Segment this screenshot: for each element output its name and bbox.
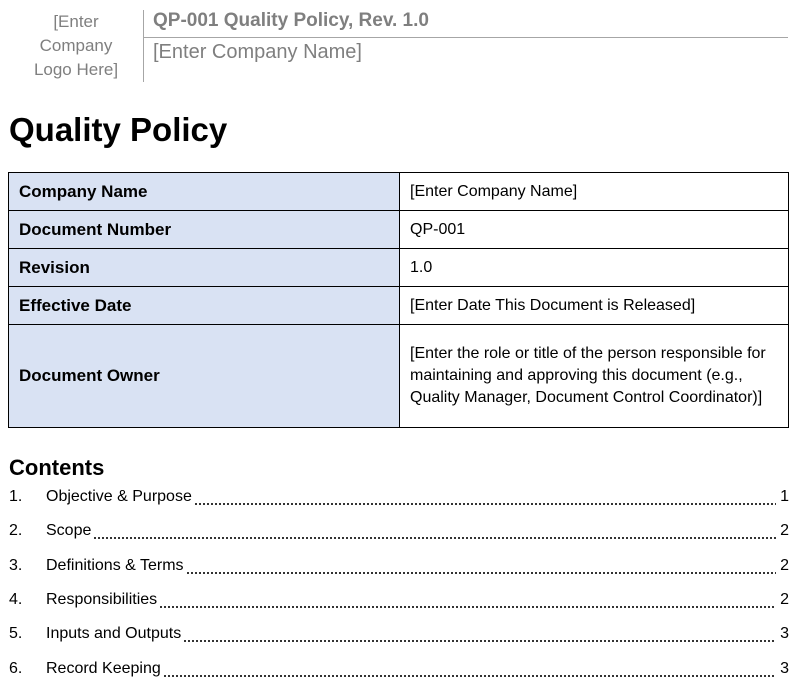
toc-item-scope[interactable] (9, 514, 789, 548)
document-owner-label: Document Owner (9, 325, 400, 428)
toc-item-responsibilities[interactable] (9, 583, 789, 617)
revision-value: 1.0 (400, 249, 789, 287)
table-row (9, 325, 789, 428)
toc-title[interactable]: Inputs and Outputs (46, 625, 182, 643)
logo-line-2: Company (39, 36, 113, 55)
revision-label: Revision (9, 249, 400, 287)
toc-title[interactable]: Definitions & Terms (46, 556, 184, 574)
toc-number: 6. (9, 659, 23, 677)
table-row (9, 249, 789, 287)
toc-number: 1. (9, 488, 23, 506)
toc-item-objective-purpose[interactable] (9, 480, 789, 514)
toc-dot-leader (186, 563, 777, 575)
toc-number: 4. (9, 591, 23, 609)
table-row (9, 287, 789, 325)
toc-page-number: 3 (780, 625, 789, 643)
toc-dot-leader (159, 597, 776, 609)
page-header (0, 8, 807, 84)
page-title: Quality Policy (9, 111, 228, 148)
effective-date-label: Effective Date (9, 287, 400, 325)
toc-number: 2. (9, 522, 23, 540)
document-number-value: QP-001 (400, 211, 789, 249)
document-owner-value: [Enter the role or title of the person responsible for maintaining and approving this document (e.g., Quality Manager, Document Control Coordinator)] (400, 325, 789, 428)
toc-item-definitions-terms[interactable] (9, 549, 789, 583)
header-document-id: QP-001 Quality Policy, Rev. 1.0 (153, 10, 429, 31)
table-row (9, 173, 789, 211)
toc-page-number: 3 (780, 659, 789, 677)
toc-title[interactable]: Record Keeping (46, 659, 161, 677)
logo-line-1: [Enter (53, 12, 99, 31)
toc-title[interactable]: Responsibilities (46, 591, 158, 609)
toc-page-number: 2 (780, 556, 789, 574)
logo-line-3: Logo Here] (33, 60, 119, 79)
toc-number: 5. (9, 625, 23, 643)
toc-title[interactable]: Scope (46, 522, 92, 540)
effective-date-value: [Enter Date This Document is Released] (400, 287, 789, 325)
header-horizontal-rule (144, 37, 788, 38)
toc-dot-leader (163, 666, 776, 678)
toc-title[interactable]: Objective & Purpose (46, 488, 192, 506)
table-of-contents (9, 480, 789, 686)
company-name-value: [Enter Company Name] (400, 173, 789, 211)
toc-number: 3. (9, 556, 23, 574)
toc-dot-leader (93, 528, 776, 540)
company-name-label: Company Name (9, 173, 400, 211)
header-company-name: [Enter Company Name] (153, 41, 362, 63)
toc-item-inputs-outputs[interactable] (9, 617, 789, 651)
toc-dot-leader (183, 631, 776, 643)
toc-dot-leader (194, 494, 776, 506)
company-logo-placeholder (20, 10, 132, 82)
document-info-table (8, 172, 789, 428)
toc-item-record-keeping[interactable] (9, 651, 789, 685)
document-number-label: Document Number (9, 211, 400, 249)
toc-page-number: 2 (780, 522, 789, 540)
header-vertical-divider (143, 10, 144, 82)
table-row (9, 211, 789, 249)
toc-page-number: 2 (780, 591, 789, 609)
toc-page-number: 1 (780, 488, 789, 506)
contents-heading: Contents (9, 455, 105, 480)
